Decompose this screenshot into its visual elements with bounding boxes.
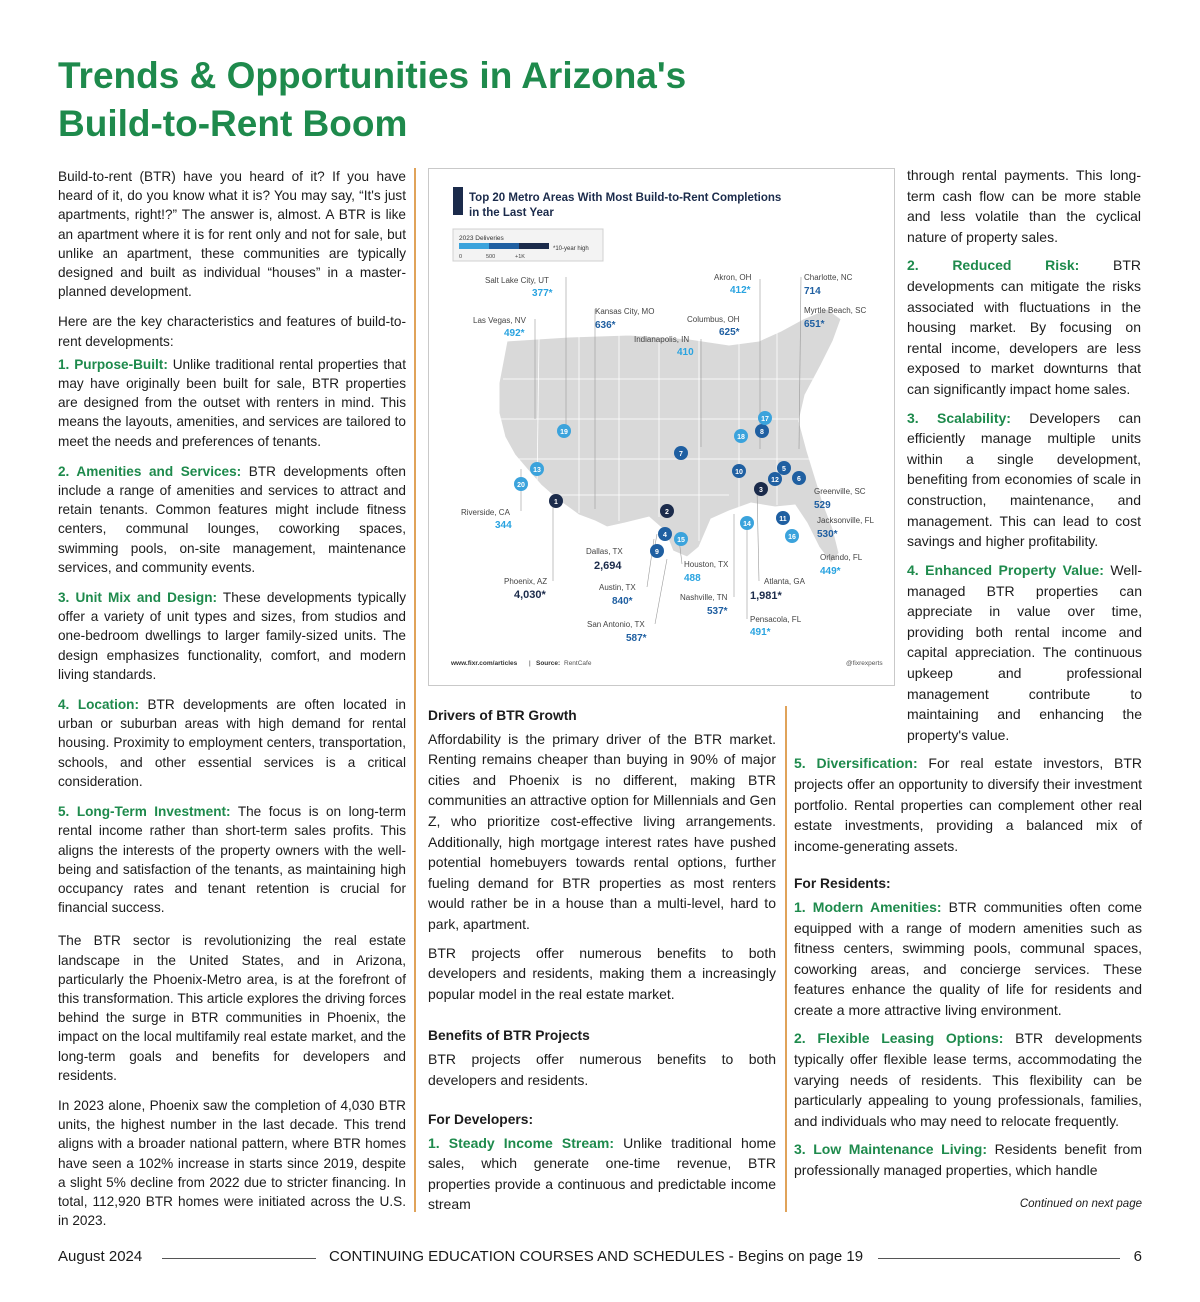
developer-label: 5. Diversification:	[794, 755, 918, 772]
marker-number: 4	[663, 532, 667, 539]
intro-paragraph: Build-to-rent (BTR) have you heard of it? If you have heard of it, do you know what it is? You may say, “It's just apartments, right!?” The answer is, almost. A BTR is like an apartment where it is for rent only and not for sale, but unlike an apartment, these communities are typically designed and built as individual “houses” in a master-planned development.	[58, 169, 406, 300]
city-value: 344	[495, 520, 512, 531]
marker-number: 6	[797, 476, 801, 483]
city-value: 491*	[750, 627, 771, 638]
city-value: 2,694	[594, 560, 622, 572]
developer-label: 3. Scalability:	[907, 409, 1011, 426]
city-value: 4,030*	[514, 589, 546, 601]
legend-note: *10-year high	[553, 246, 589, 252]
city-name: Akron, OH	[714, 273, 752, 282]
city-value: 537*	[707, 606, 728, 617]
feature-item-long-term	[58, 802, 406, 917]
feature-label: 4. Location:	[58, 697, 139, 713]
city-value: 587*	[626, 633, 647, 644]
city-value: 492*	[504, 328, 525, 339]
city-name: Phoenix, AZ	[504, 577, 548, 586]
city-value: 625*	[719, 327, 740, 338]
city-name: San Antonio, TX	[587, 620, 645, 629]
city-name: Pensacola, FL	[750, 615, 802, 624]
footer-rule-right	[878, 1258, 1120, 1259]
city-name: Riverside, CA	[461, 508, 510, 517]
developer-item-income	[428, 1133, 776, 1215]
resident-text: Residents benefit from professionally managed properties, which handle	[794, 1141, 1142, 1179]
marker-number: 20	[517, 482, 525, 489]
stats-2023-paragraph: In 2023 alone, Phoenix saw the completion of 4,030 BTR units, the highest number in the last decade. This trend aligns with a broader national pattern, where BTR homes have seen a 102% increase in starts since 2019, despite a slight 5% decline from 2022 due to stricter financing. In total, 112,920 BTR homes were initiated across the U.S. in 2023.	[58, 1097, 406, 1229]
legend-tick: +1K	[515, 254, 525, 260]
city-name: Kansas City, MO	[595, 307, 655, 316]
city-value: 636*	[595, 320, 616, 331]
city-value: 412*	[730, 285, 751, 296]
marker-number: 3	[759, 487, 763, 494]
right-column-lower	[794, 560, 1142, 1192]
resident-item-maintenance	[794, 1139, 1142, 1180]
page-footer	[58, 1248, 1142, 1270]
city-name: Las Vegas, NV	[473, 316, 526, 325]
developer-text: Developers can efficiently manage multiple units within a single development, benefiting from economies of scale in construction, maintenance, and management. This can lead to cost savings and higher profitability.	[907, 409, 1141, 550]
marker-number: 16	[788, 534, 796, 541]
feature-item-location	[58, 695, 406, 791]
marker-number: 8	[760, 429, 764, 436]
source-handle: @fixrexperts	[846, 660, 883, 667]
marker-number: 13	[533, 467, 541, 474]
benefits-heading: Benefits of BTR Projects	[428, 1028, 590, 1044]
issue-date: August 2024	[58, 1248, 143, 1265]
city-name: Greenville, SC	[814, 487, 866, 496]
developer-text: Well-managed BTR properties can appreciate in value over time, providing both rental income and capital appreciation. The continuous upkeep and professional management contribute to maintaining and enhancing the property's value.	[907, 562, 1142, 743]
developer-text: Unlike traditional home sales, which generate one-time revenue, BTR properties provide a continuous and predictable income stream	[428, 1134, 777, 1213]
city-value: 840*	[612, 596, 633, 607]
city-name: Atlanta, GA	[764, 577, 805, 586]
sector-paragraph: The BTR sector is revolutionizing the real estate landscape in the United States, and in Arizona, particularly the Phoenix-Metro area, is at the forefront of this transformation. This article explores the driving forces behind the surge in BTR communities in Phoenix, the impact on the local multifamily real estate market, and the long-term goals and benefits for developers and residents.	[58, 933, 406, 1083]
resident-label: 2. Flexible Leasing Options:	[794, 1030, 1004, 1047]
residents-heading: For Residents:	[794, 876, 891, 892]
city-name: Charlotte, NC	[804, 273, 853, 282]
legend-swatch-high	[519, 243, 549, 249]
article-title	[58, 52, 858, 148]
resident-label: 1. Modern Amenities:	[794, 898, 942, 915]
city-name: Dallas, TX	[586, 547, 623, 556]
feature-text: Unlike traditional rental properties that may have originally been built for sale, BTR properties are designed from the outset with renters in mind. This means the layouts, amenities, and services are tailored to meet the needs and preferences of tenants.	[58, 356, 406, 449]
city-value: 714	[804, 286, 821, 297]
feature-label: 5. Long-Term Investment:	[58, 804, 231, 820]
legend-swatch-mid	[489, 243, 519, 249]
city-name: Myrtle Beach, SC	[804, 306, 867, 315]
feature-label: 3. Unit Mix and Design:	[58, 590, 218, 606]
map-title-line-1: Top 20 Metro Areas With Most Build-to-Rent Completions	[469, 192, 782, 204]
developer-item-scalability	[907, 408, 1141, 552]
column-divider-right	[785, 706, 787, 1212]
city-value: 449*	[820, 566, 841, 577]
city-value: 488	[684, 573, 701, 584]
resident-label: 3. Low Maintenance Living:	[794, 1141, 988, 1158]
feature-item-amenities	[58, 462, 406, 577]
resident-item-amenities	[794, 897, 1142, 1021]
middle-column	[428, 706, 776, 1226]
source-name: RentCafe	[564, 660, 592, 667]
developer-text: For real estate investors, BTR projects offer an opportunity to diversify their investment portfolio. Rental properties can complement other real estate investments, providing a balanced mix of income-generating assets.	[794, 755, 1143, 854]
resident-text: BTR communities often come equipped with a range of modern amenities such as fitness centers, swimming pools, communal spaces, coworking areas, and concierge services. These features enhance the quality of life for residents and create a more attractive living environment.	[794, 898, 1143, 1018]
footer-course-link[interactable]: CONTINUING EDUCATION COURSES AND SCHEDULES - Begins on page 19	[329, 1248, 864, 1265]
source-label: Source:	[536, 660, 561, 667]
feature-text: The focus is on long-term rental income rather than short-term sales profits. This aligns the interests of the property owners with the well-being and satisfaction of the tenants, as maintaining high occupancy rates and tenant retention is crucial for financial success.	[58, 804, 407, 916]
map-title-line-2: in the Last Year	[469, 207, 554, 219]
city-name: Columbus, OH	[687, 315, 740, 324]
feature-item-unit-mix	[58, 588, 406, 684]
title-line-2: Build-to-Rent Boom	[58, 103, 408, 144]
legend-tick: 0	[459, 254, 463, 260]
city-name: Orlando, FL	[820, 553, 863, 562]
marker-number: 11	[779, 516, 787, 523]
marker-number: 7	[679, 451, 683, 458]
developer-label: 2. Reduced Risk:	[907, 257, 1080, 274]
marker-number: 9	[655, 549, 659, 556]
marker-number: 5	[782, 466, 786, 473]
feature-label: 2. Amenities and Services:	[58, 463, 242, 479]
feature-label: 1. Purpose-Built:	[58, 356, 168, 372]
drivers-heading: Drivers of BTR Growth	[428, 708, 577, 723]
resident-text: BTR developments typically offer flexible lease terms, accommodating the varying needs of residents. This flexibility can be particularly appealing to young professionals, families, and individuals who may need to relocate frequently.	[794, 1030, 1142, 1129]
feature-text: These developments typically offer a variety of unit types and sizes, from studios and one-bedroom dwellings to larger family-sized units. The design emphasizes functionality, comfort, and modern living standards.	[58, 590, 406, 682]
continued-note: Continued on next page	[1019, 1198, 1142, 1210]
city-name: Austin, TX	[599, 583, 636, 592]
feature-text: BTR developments are often located in urban or suburban areas with high demand for rental housing. Proximity to employment centers, transportation, schools, and other essential services is a critical consideration.	[58, 697, 406, 789]
marker-number: 12	[771, 477, 779, 484]
city-name: Houston, TX	[684, 560, 729, 569]
source-separator: |	[529, 660, 531, 667]
map-title-accent	[453, 187, 463, 215]
marker-number: 15	[677, 537, 685, 544]
legend-swatch-low	[459, 243, 489, 249]
projects-paragraph: BTR projects offer numerous benefits to both developers and residents, making them a increasingly popular model in the real estate market.	[428, 944, 776, 1002]
marker-number: 14	[743, 521, 751, 528]
left-column	[58, 167, 406, 1241]
marker-number: 19	[560, 429, 568, 436]
marker-number: 18	[737, 434, 745, 441]
legend-tick: 500	[486, 254, 496, 260]
city-value: 530*	[817, 529, 838, 540]
right-column-upper	[907, 165, 1141, 560]
city-value: 410	[677, 347, 694, 358]
footer-rule-left	[162, 1258, 316, 1259]
marker-number: 10	[735, 469, 743, 476]
developer-item-diversification	[794, 753, 1142, 856]
developer-item-risk	[907, 255, 1141, 399]
city-name: Indianapolis, IN	[634, 335, 690, 344]
developer-text: BTR developments can mitigate the risks associated with fluctuations in the housing market. By focusing on rental income, developers are less exposed to market downturns that can significantly impact home sales.	[907, 257, 1141, 397]
marker-number: 2	[665, 509, 669, 516]
city-value: 651*	[804, 319, 825, 330]
source-url: www.fixr.com/articles	[451, 660, 518, 667]
city-name: Salt Lake City, UT	[485, 276, 549, 285]
city-name: Jacksonville, FL	[817, 516, 874, 525]
city-value: 529	[814, 500, 831, 511]
page-number: 6	[1133, 1248, 1142, 1265]
income-continued: through rental payments. This long-term cash flow can be more stable and less volatile than the cyclical nature of property sales.	[907, 167, 1141, 245]
developer-label: 4. Enhanced Property Value:	[907, 562, 1104, 578]
developer-item-value	[907, 560, 1142, 745]
column-divider-left	[414, 168, 416, 1212]
developers-heading: For Developers:	[428, 1112, 534, 1128]
city-value: 1,981*	[750, 590, 782, 602]
city-name: Nashville, TN	[680, 593, 728, 602]
resident-item-leasing	[794, 1028, 1142, 1131]
key-features-intro: Here are the key characteristics and features of build-to-rent developments:	[58, 314, 406, 349]
benefits-paragraph: BTR projects offer numerous benefits to both developers and residents.	[428, 1050, 776, 1088]
marker-number: 1	[554, 499, 558, 506]
feature-item-purpose-built	[58, 355, 406, 451]
developer-label: 1. Steady Income Stream:	[428, 1134, 615, 1151]
us-map-shape	[499, 309, 841, 563]
city-value: 377*	[532, 288, 553, 299]
marker-number: 17	[761, 416, 769, 423]
title-line-1: Trends & Opportunities in Arizona's	[58, 55, 687, 96]
feature-text: BTR developments often include a range of amenities and services to attract and retain tenants. Common features might include fitness centers, communal lounges, coworking spaces, swimming pools, on-site management, maintenance services, and community events.	[58, 463, 406, 575]
drivers-paragraph: Affordability is the primary driver of the BTR market. Renting remains cheaper than buying in 90% of major cities and Phoenix is no different, making BTR communities an attractive option for Millennials and Gen Z, who prioritize cost-effective living arrangements. Additionally, high mortgage interest rates have pushed potential homebuyers towards rental options, further fueling demand for BTR properties as most renters would rather be in a house than a multi-level, hard to park, apartment.	[428, 730, 776, 932]
legend-title: 2023 Deliveries	[459, 235, 504, 242]
